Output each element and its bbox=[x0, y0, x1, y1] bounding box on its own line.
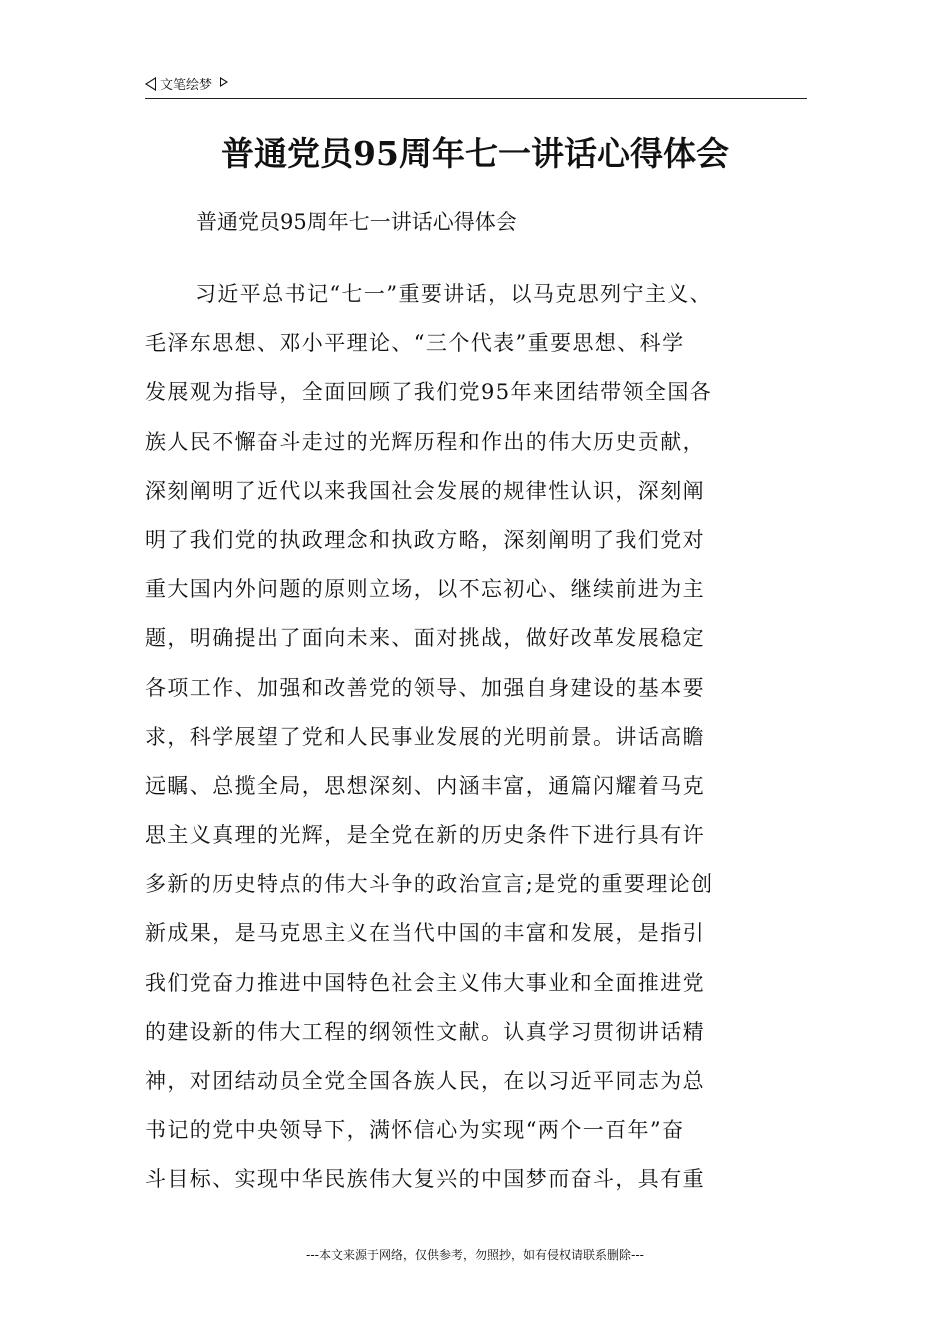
triangle-left-icon bbox=[145, 77, 156, 91]
text-line: 族人民不懈奋斗走过的光辉历程和作出的伟大历史贡献， bbox=[145, 429, 705, 454]
text-line: 思主义真理的光辉，是全党在新的历史条件下进行具有许 bbox=[145, 823, 705, 848]
text-line: 明了我们党的执政理念和执政方略，深刻阐明了我们党对 bbox=[145, 527, 705, 552]
page-header bbox=[145, 72, 807, 99]
text-line: 题，明确提出了面向未来、面对挑战，做好改革发展稳定 bbox=[145, 626, 705, 651]
text-line: 毛泽东思想、邓小平理论、“三个代表”重要思想、科学 bbox=[145, 331, 685, 356]
text-line: 书记的党中央领导下，满怀信心为实现“两个一百年”奋 bbox=[145, 1118, 685, 1143]
text-line: 求，科学展望了党和人民事业发展的光明前景。讲话高瞻 bbox=[145, 724, 705, 749]
text-line: 重大国内外问题的原则立场，以不忘初心、继续前进为主 bbox=[145, 577, 705, 602]
text-line: 多新的历史特点的伟大斗争的政治宣言;是党的重要理论创 bbox=[145, 872, 714, 897]
text-line: 深刻阐明了近代以来我国社会发展的规律性认识，深刻阐 bbox=[145, 478, 705, 503]
triangle-right-icon bbox=[220, 77, 228, 87]
text-line: 发展观为指导，全面回顾了我们党95年来团结带领全国各 bbox=[145, 380, 713, 405]
text-line: 习近平总书记“七一”重要讲话，以马克思列宁主义、 bbox=[195, 282, 713, 306]
text-line: 新成果，是马克思主义在当代中国的丰富和发展，是指引 bbox=[145, 921, 705, 946]
text-line: 的建设新的伟大工程的纲领性文献。认真学习贯彻讲话精 bbox=[145, 1019, 705, 1044]
brand-label: 文笔绘梦 bbox=[160, 78, 213, 93]
text-line: 各项工作、加强和改善党的领导、加强自身建设的基本要 bbox=[145, 675, 705, 700]
text-line: 神，对团结动员全党全国各族人民，在以习近平同志为总 bbox=[145, 1069, 705, 1093]
document-title: 普通党员95周年七一讲话心得体会 bbox=[221, 134, 729, 173]
document-body bbox=[145, 270, 807, 1205]
text-line: 远瞩、总揽全局，思想深刻、内涵丰富，通篇闪耀着马克 bbox=[145, 773, 705, 798]
document-subtitle: 普通党员95周年七一讲话心得体会 bbox=[196, 210, 517, 234]
text-line: 我们党奋力推进中国特色社会主义伟大事业和全面推进党 bbox=[145, 970, 705, 995]
footer-disclaimer: ---本文来源于网络，仅供参考，勿照抄，如有侵权请联系删除--- bbox=[306, 1248, 644, 1262]
header-brand bbox=[145, 74, 228, 93]
text-line: 斗目标、实现中华民族伟大复兴的中国梦而奋斗，具有重 bbox=[145, 1167, 705, 1192]
